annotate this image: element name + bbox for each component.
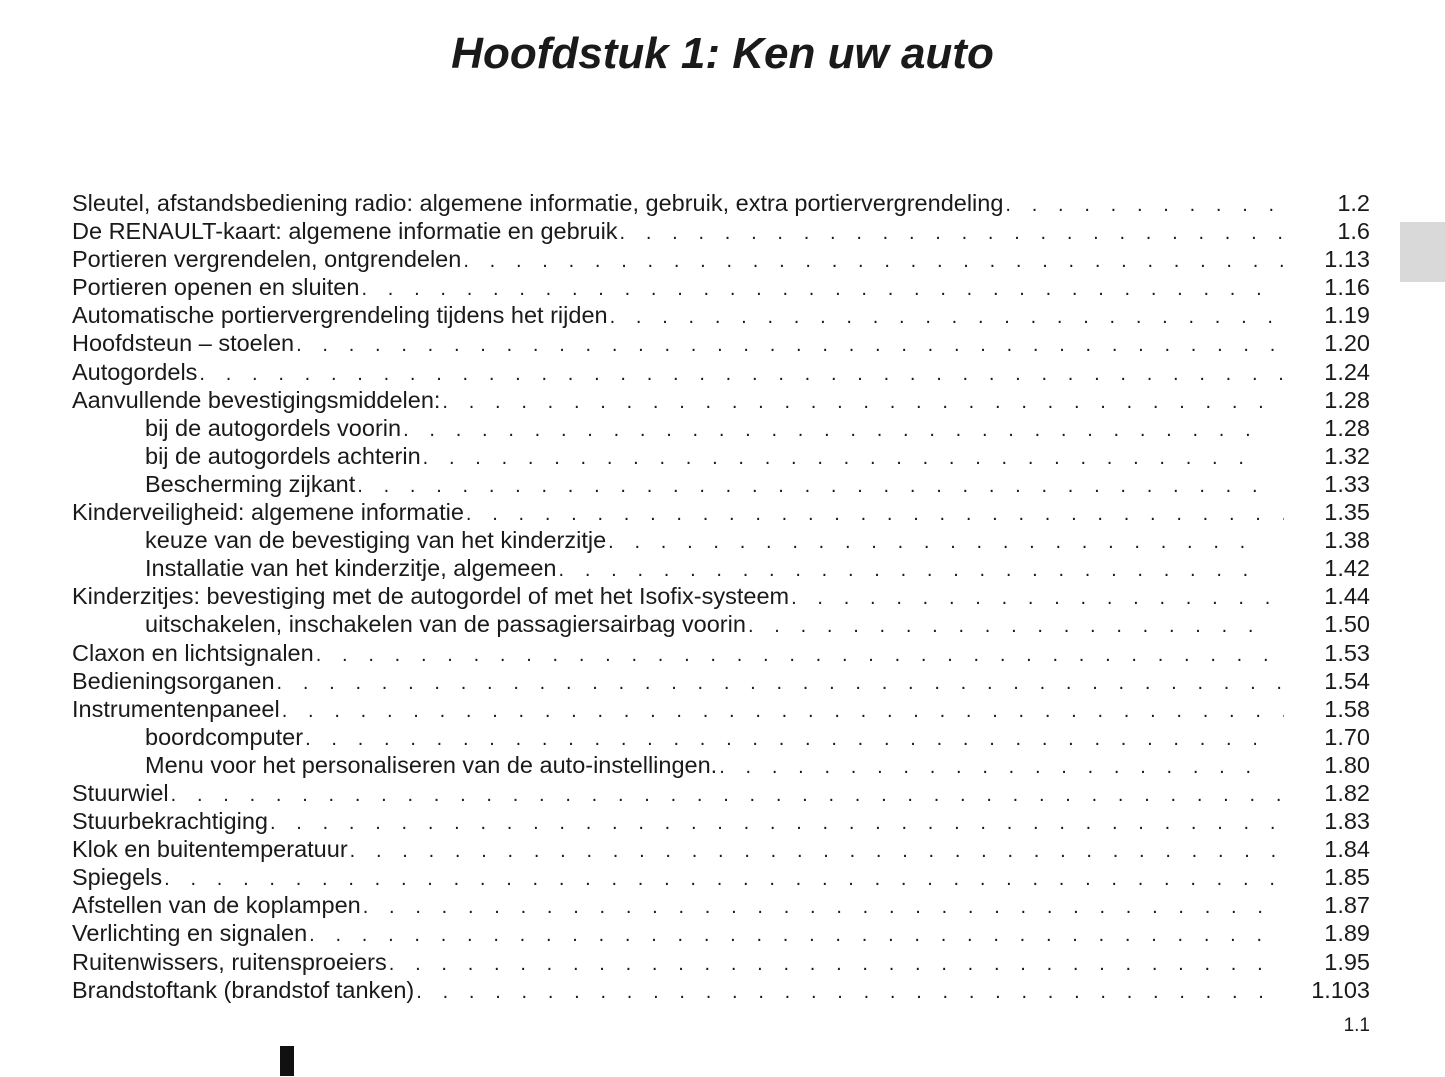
toc-entry xyxy=(72,498,1370,526)
toc-entry-label: Portieren vergrendelen, ontgrendelen xyxy=(72,246,462,273)
toc-entry xyxy=(72,189,1370,217)
dot-leader xyxy=(169,781,1284,809)
toc-entry xyxy=(72,891,1370,919)
dot-leader xyxy=(294,331,1284,359)
table-of-contents xyxy=(72,189,1370,1004)
toc-entry-page: 1.6 xyxy=(1337,218,1370,245)
toc-entry xyxy=(72,470,1370,498)
dot-leader xyxy=(268,809,1284,837)
dot-leader xyxy=(401,416,1256,444)
dot-leader xyxy=(197,360,1284,388)
toc-entry-page: 1.54 xyxy=(1324,667,1370,694)
toc-entry-page: 1.24 xyxy=(1324,358,1370,385)
toc-entry-page: 1.58 xyxy=(1324,695,1370,722)
toc-entry-label: Stuurbekrachtiging xyxy=(72,808,268,835)
toc-entry xyxy=(72,217,1370,245)
toc-entry-label: Afstellen van de koplampen xyxy=(72,892,361,919)
dot-leader xyxy=(440,388,1284,416)
dot-leader xyxy=(162,865,1284,893)
toc-entry-page: 1.38 xyxy=(1324,527,1370,554)
dot-leader xyxy=(275,669,1284,697)
toc-entry-label: Automatische portiervergrendeling tijdens het rijden xyxy=(72,302,608,329)
toc-entry-page: 1.83 xyxy=(1324,808,1370,835)
dot-leader xyxy=(461,247,1284,275)
toc-entry-page: 1.53 xyxy=(1324,639,1370,666)
toc-entry-page: 1.28 xyxy=(1324,386,1370,413)
toc-entry-label: Instrumentenpaneel xyxy=(72,695,280,722)
toc-entry-page: 1.103 xyxy=(1311,976,1370,1003)
dot-leader xyxy=(280,697,1284,725)
dot-leader xyxy=(557,556,1257,584)
toc-entry-label: bij de autogordels achterin xyxy=(145,442,421,469)
toc-entry xyxy=(72,723,1370,751)
toc-entry xyxy=(72,835,1370,863)
toc-entry-page: 1.95 xyxy=(1324,948,1370,975)
toc-entry-page: 1.89 xyxy=(1324,920,1370,947)
toc-entry-page: 1.28 xyxy=(1324,414,1370,441)
toc-entry xyxy=(72,863,1370,891)
dot-leader xyxy=(314,641,1284,669)
toc-entry-page: 1.33 xyxy=(1324,470,1370,497)
toc-entry-label: Installatie van het kinderzitje, algemeen xyxy=(145,555,557,582)
toc-entry xyxy=(72,273,1370,301)
toc-entry-label: boordcomputer xyxy=(145,723,304,750)
dot-leader xyxy=(746,612,1256,640)
dot-leader xyxy=(421,444,1256,472)
toc-entry-label: uitschakelen, inschakelen van de passagiersairbag voorin xyxy=(145,611,746,638)
toc-entry-label: keuze van de bevestiging van het kinderzitje xyxy=(145,527,607,554)
toc-entry xyxy=(72,751,1370,779)
toc-entry xyxy=(72,807,1370,835)
dot-leader xyxy=(361,893,1284,921)
toc-entry xyxy=(72,919,1370,947)
toc-entry xyxy=(72,582,1370,610)
toc-entry xyxy=(72,442,1370,470)
toc-entry-label: Bedieningsorganen xyxy=(72,667,275,694)
page-title: Hoofdstuk 1: Ken uw auto xyxy=(451,29,994,78)
dot-leader xyxy=(414,978,1284,1006)
toc-entry-page: 1.13 xyxy=(1324,246,1370,273)
dot-leader xyxy=(608,303,1284,331)
toc-entry-label: Stuurwiel xyxy=(72,779,169,806)
toc-entry xyxy=(72,414,1370,442)
toc-entry-page: 1.2 xyxy=(1337,190,1370,216)
toc-entry-page: 1.85 xyxy=(1324,864,1370,891)
toc-entry-label: Verlichting en signalen xyxy=(72,920,308,947)
toc-entry-page: 1.84 xyxy=(1324,836,1370,863)
toc-entry xyxy=(72,948,1370,976)
toc-entry-label: Klok en buitentemperatuur xyxy=(72,836,348,863)
toc-entry-page: 1.87 xyxy=(1324,892,1370,919)
toc-entry xyxy=(72,639,1370,667)
toc-entry-label: Hoofdsteun – stoelen xyxy=(72,330,295,357)
toc-entry-page: 1.20 xyxy=(1324,330,1370,357)
toc-entry-page: 1.32 xyxy=(1324,442,1370,469)
toc-entry-page: 1.82 xyxy=(1324,779,1370,806)
toc-entry-label: Kinderzitjes: bevestiging met de autogordel of met het Isofix-systeem xyxy=(72,583,790,610)
toc-entry-label: bij de autogordels voorin xyxy=(145,414,402,441)
dot-leader xyxy=(606,528,1256,556)
toc-entry-page: 1.50 xyxy=(1324,611,1370,638)
toc-entry-label: Ruitenwissers, ruitensproeiers xyxy=(72,948,387,975)
toc-entry xyxy=(72,610,1370,638)
toc-entry-label: Kinderveiligheid: algemene informatie xyxy=(72,499,464,526)
toc-entry-label: De RENAULT-kaart: algemene informatie en gebruik xyxy=(72,218,618,245)
toc-entry xyxy=(72,358,1370,386)
toc-entry-page: 1.70 xyxy=(1324,723,1370,750)
toc-entry xyxy=(72,554,1370,582)
toc-entry-page: 1.42 xyxy=(1324,555,1370,582)
dot-leader xyxy=(303,725,1256,753)
dot-leader xyxy=(307,921,1284,949)
dot-leader xyxy=(359,275,1284,303)
toc-entry xyxy=(72,695,1370,723)
toc-entry xyxy=(72,526,1370,554)
dot-leader xyxy=(618,219,1284,247)
toc-entry-page: 1.35 xyxy=(1324,499,1370,526)
toc-entry xyxy=(72,245,1370,273)
toc-entry-label: Sleutel, afstandsbediening radio: algemene informatie, gebruik, extra portiervergrendeling xyxy=(72,190,1004,216)
toc-entry xyxy=(72,779,1370,807)
toc-entry-label: Aanvullende bevestigingsmiddelen: xyxy=(72,386,441,413)
dot-leader xyxy=(789,584,1284,612)
toc-entry-label: Menu voor het personaliseren van de auto-instellingen. xyxy=(145,751,718,778)
toc-entry-label: Claxon en lichtsignalen xyxy=(72,639,314,666)
toc-entry xyxy=(72,976,1370,1004)
toc-entry-page: 1.19 xyxy=(1324,302,1370,329)
page-number: 1.1 xyxy=(1343,1015,1370,1036)
dot-leader xyxy=(348,837,1284,865)
dot-leader xyxy=(387,950,1284,978)
toc-entry xyxy=(72,386,1370,414)
toc-entry-page: 1.16 xyxy=(1324,274,1370,301)
chapter-side-tab xyxy=(1400,222,1445,282)
toc-entry-label: Bescherming zijkant xyxy=(145,470,356,497)
toc-entry xyxy=(72,301,1370,329)
toc-entry-label: Autogordels xyxy=(72,358,198,385)
toc-entry-label: Portieren openen en sluiten xyxy=(72,274,360,301)
dot-leader xyxy=(1003,191,1284,219)
toc-entry-page: 1.44 xyxy=(1324,583,1370,610)
toc-entry-label: Spiegels xyxy=(72,864,163,891)
toc-entry xyxy=(72,329,1370,357)
toc-entry-label: Brandstoftank (brandstof tanken) xyxy=(72,976,415,1003)
dot-leader xyxy=(464,500,1284,528)
toc-entry xyxy=(72,667,1370,695)
toc-entry-page: 1.80 xyxy=(1324,751,1370,778)
print-marker xyxy=(280,1046,294,1076)
dot-leader xyxy=(717,753,1256,781)
dot-leader xyxy=(355,472,1256,500)
